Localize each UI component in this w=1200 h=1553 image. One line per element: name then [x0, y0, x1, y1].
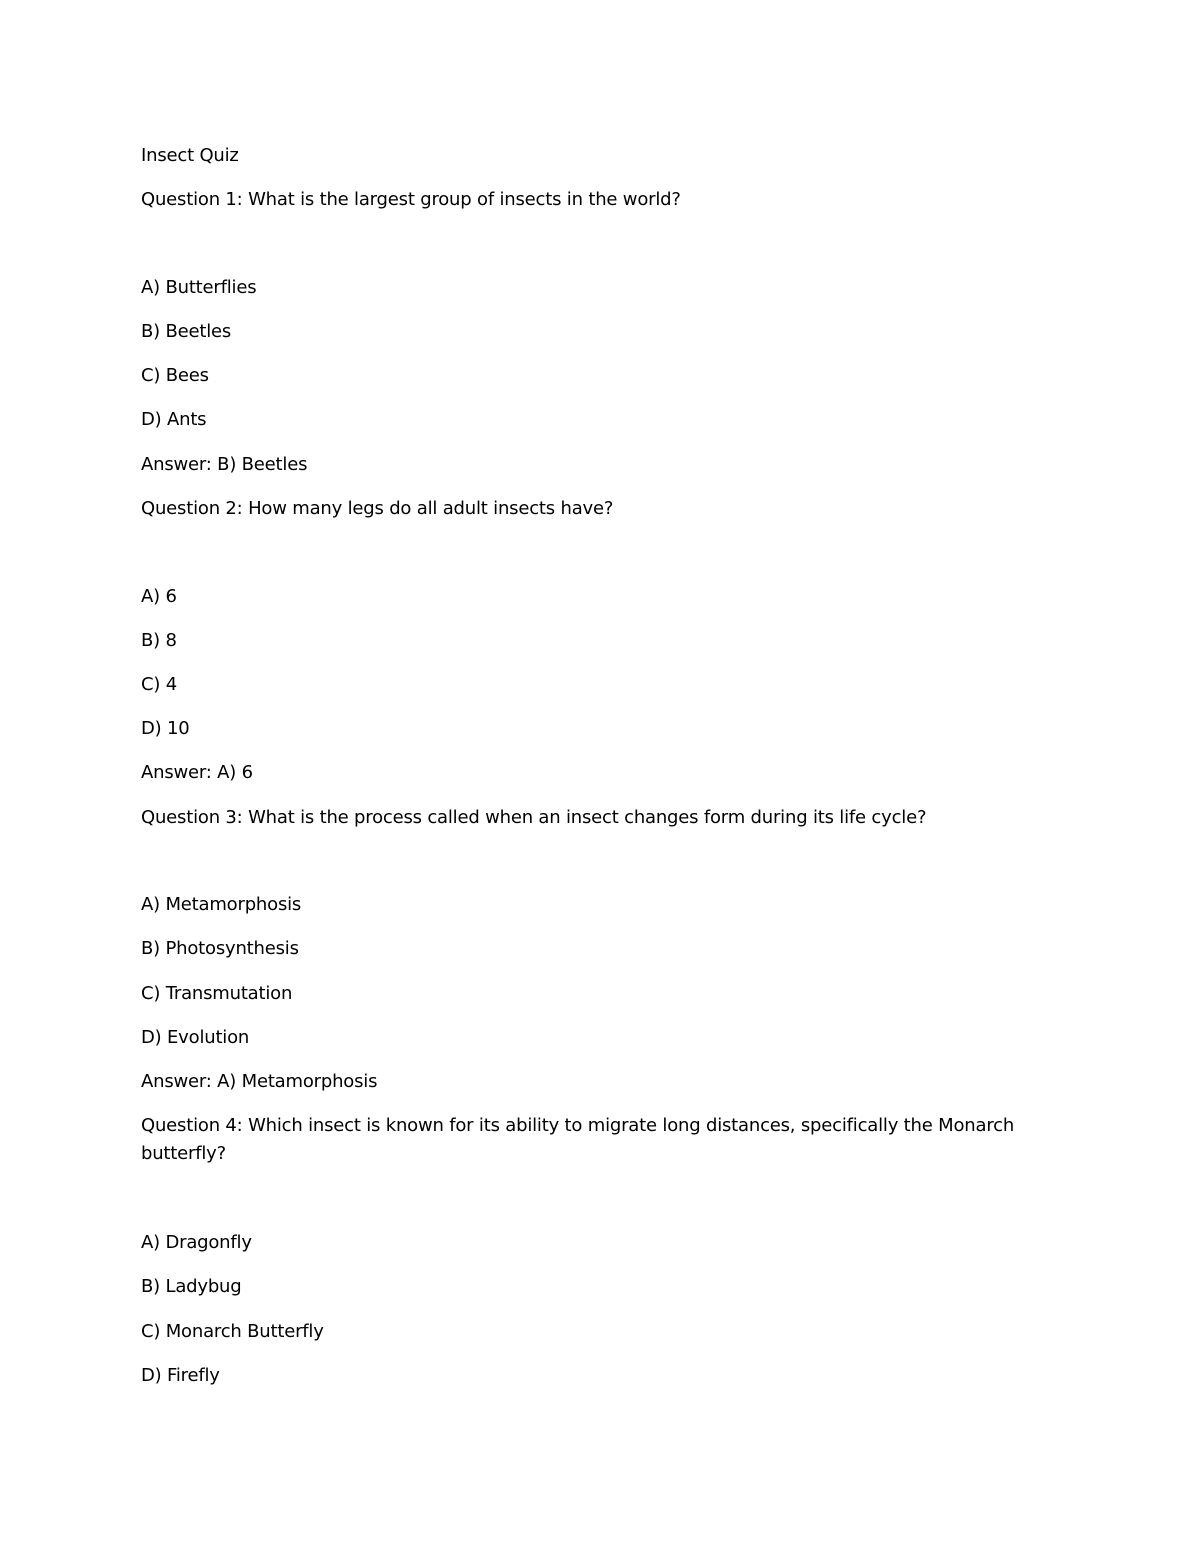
question-3-option-b: B) Photosynthesis [141, 938, 299, 959]
question-4-option-b: B) Ladybug [141, 1276, 242, 1297]
page-title: Insect Quiz [141, 145, 239, 166]
question-1-option-a: A) Butterflies [141, 277, 257, 298]
question-3-option-c: C) Transmutation [141, 983, 293, 1004]
question-4-text: Question 4: Which insect is known for its ability to migrate long distances, specifically the Monarch butterfly? [141, 1115, 1015, 1164]
question-3-text: Question 3: What is the process called when an insect changes form during its life cycle? [141, 807, 927, 828]
question-4-option-d: D) Firefly [141, 1365, 220, 1386]
question-3-answer: Answer: A) Metamorphosis [141, 1071, 378, 1092]
question-2-text: Question 2: How many legs do all adult insects have? [141, 498, 614, 519]
question-1-option-b: B) Beetles [141, 321, 232, 342]
question-1-option-d: D) Ants [141, 409, 207, 430]
question-1-text: Question 1: What is the largest group of insects in the world? [141, 189, 681, 210]
question-2-option-b: B) 8 [141, 630, 177, 651]
question-4-option-c: C) Monarch Butterfly [141, 1321, 324, 1342]
question-2-option-c: C) 4 [141, 674, 177, 695]
question-2-option-d: D) 10 [141, 718, 190, 739]
question-1-answer: Answer: B) Beetles [141, 454, 308, 475]
question-4-option-a: A) Dragonfly [141, 1232, 252, 1253]
question-2-answer: Answer: A) 6 [141, 762, 253, 783]
question-2-option-a: A) 6 [141, 586, 177, 607]
question-3-option-a: A) Metamorphosis [141, 894, 302, 915]
question-1-option-c: C) Bees [141, 365, 209, 386]
question-3-option-d: D) Evolution [141, 1027, 250, 1048]
